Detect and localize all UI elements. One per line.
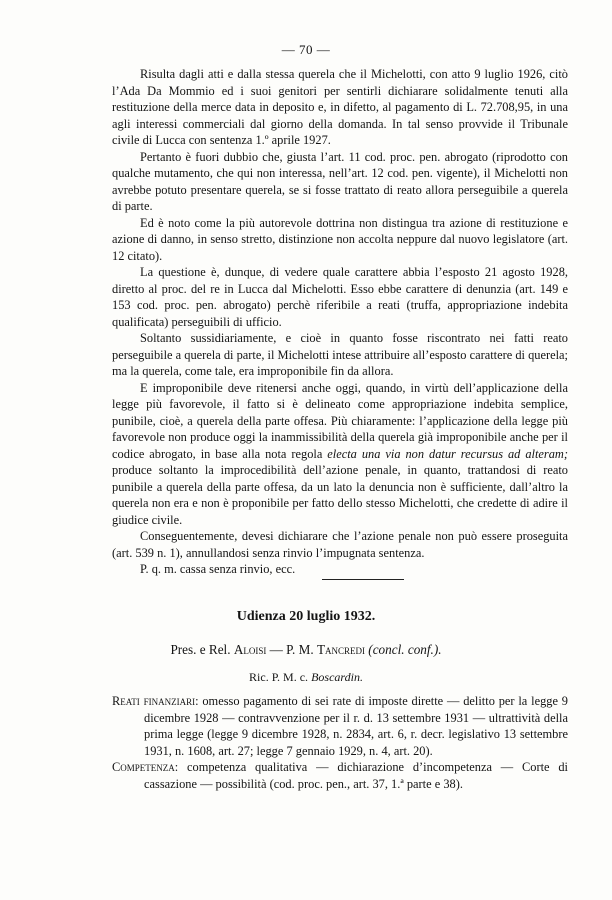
headnote-label: Reati finanziari: <box>112 694 199 708</box>
paragraph: Pertanto è fuori dubbio che, giusta l’art. 11 cod. proc. pen. abrogato (riprodotto con qualche mutamento, che qui non interessa, nell’art. 12 cod. pen. vigente), il Michelotti non avrebbe potuto presentare querela, se si fosse trattato di reato allora perseguibile a querela di parte. <box>112 149 568 213</box>
page-number: — 70 — <box>281 42 331 57</box>
paragraph: Conseguentemente, devesi dichiarare che l’azione penale non può essere proseguita (art. 539 n. 1), annullandosi senza rinvio l’impugnata sentenza. <box>112 529 568 560</box>
paragraph: P. q. m. cassa senza rinvio, ecc. <box>140 562 296 576</box>
parties-line <box>0 670 612 685</box>
court-composition <box>0 642 612 658</box>
pm-prefix: — P. M. <box>269 642 314 657</box>
latin-maxim: electa una via non datur recursus ad alteram; <box>327 446 568 461</box>
headnote-label: Competenza: <box>112 760 179 774</box>
paragraph-with-maxim: E improponibile deve ritenersi anche oggi, quando, in virtù dell’applicazione della legge più favorevole, il fatto si è delineato come appropriazione indebita semplice, punibile, cioè, a querela della parte offesa. Più chiaramente: l’applicazione della legge più favorevole non produce oggi la inammissibilità della querela già improponibile anche per il codice abrogato, in base alla nota regola electa una via non datur recursus ad alteram; produce soltanto la improcedibilità dell’azione penale, in quanto, trattandosi di reato punibile a querela della parte offesa, da un lato la denuncia non è sufficiente, dall’altro la querela non era e non è proponibile per fatto dello stesso Michelotti, che credette di adire il giudice civile. <box>112 380 568 527</box>
headnote-text: competenza qualitativa — dichiarazione d’incompetenza — Corte di cassazione — possibilità (cod. proc. pen., art. 37, 1.ª parte e 38). <box>144 760 568 791</box>
paragraph: La questione è, dunque, di vedere quale carattere abbia l’esposto 21 agosto 1928, diretto al proc. del re in Lucca dal Michelotti. Esso ebbe carattere di denunzia (art. 149 e 153 cod. proc. pen. abrogato) perchè riferibile a reati (truffa, appropriazione indebita qualificata) perseguibili di ufficio. <box>112 265 568 329</box>
headnote-text: omesso pagamento di sei rate di imposte dirette — delitto per la legge 9 dicembre 1928 — contravvenzione per il r. d. 13 settembre 1931 — ultrattività della prima legge (legge 9 dicembre 1928, n. 2834, art. 6, r. decr. legislativo 13 settembre 1931, n. 1608, art. 27; legge 7 gennaio 1929, n. 4, art. 20). <box>144 694 568 758</box>
paragraph: Risulta dagli atti e dalla stessa querela che il Michelotti, con atto 9 luglio 1926, citò l’Ada Da Mommio ed i suoi genitori per sentirli dichiarare solidalmente tenuti alla restituzione della merce data in deposito e, in difetto, al pagamento di L. 72.708,95, in una agli interessi commerciali dal giorno della domanda. In tal senso provvide il Tribunale civile di Lucca con sentenza 1.º aprile 1927. <box>112 67 568 147</box>
hearing-title: Udienza 20 luglio 1932. <box>236 609 376 624</box>
president-prefix: Pres. e Rel. <box>170 642 231 657</box>
decision-text <box>112 66 568 578</box>
parties-prefix: Ric. P. M. c. <box>249 670 309 684</box>
headnotes <box>112 693 568 792</box>
paragraph: Ed è noto come la più autorevole dottrina non distingua tra azione di restituzione e azione di danno, in senso stretto, distinzione non accolta neppure dal nuovo legislatore (art. 12 citato). <box>112 215 568 263</box>
paragraph: Soltanto sussidiariamente, e cioè in quanto fosse riscontrato nei fatti reato perseguibile a querela di parte, il Michelotti intese attribuire all’esposto carattere di querela; ma la querela, come tale, era improponibile fin da allora. <box>112 331 568 378</box>
headnote <box>112 693 568 759</box>
defendant-name: Boscardin. <box>311 670 363 684</box>
section-divider <box>322 579 404 580</box>
headnote <box>112 759 568 792</box>
pm-name: Tancredi <box>316 642 365 657</box>
conclusion-note: (concl. conf.). <box>368 642 442 657</box>
president-name: Aloisi <box>233 642 267 657</box>
